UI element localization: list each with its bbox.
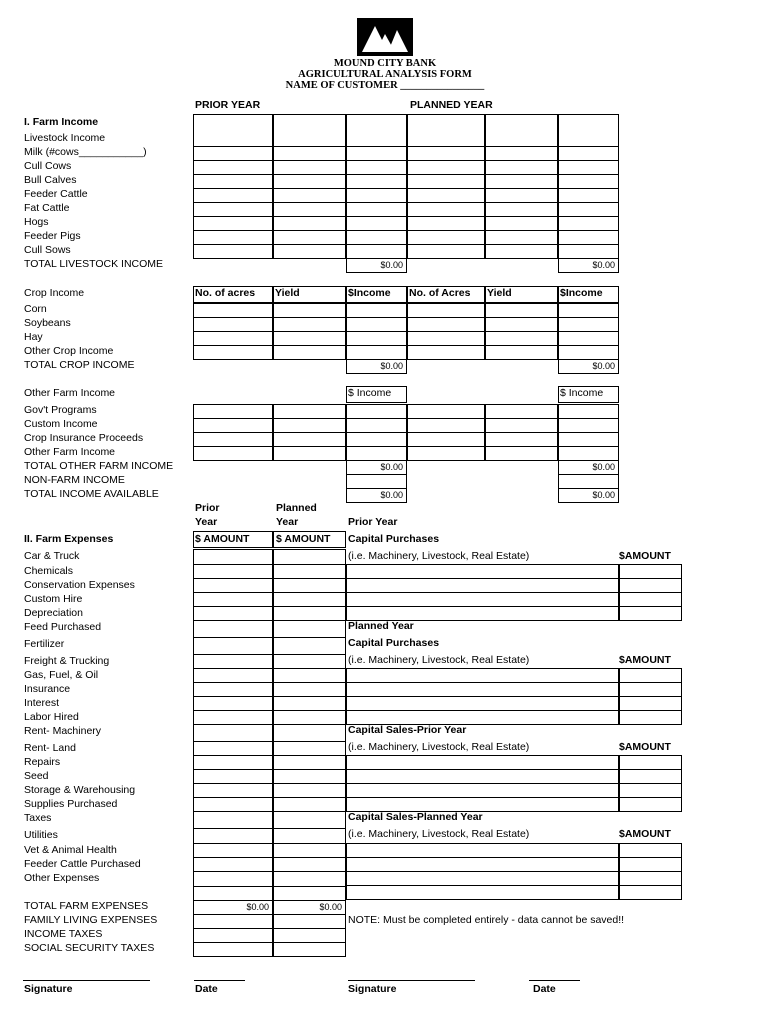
livestock-input-cell[interactable] <box>273 160 346 175</box>
livestock-header-cell[interactable] <box>346 114 407 147</box>
expense-prior-cell[interactable] <box>193 828 273 844</box>
other-input-cell[interactable] <box>193 432 273 447</box>
expense-planned-cell[interactable] <box>273 843 346 858</box>
other-row-label: Crop Insurance Proceeds <box>24 432 144 444</box>
expense-planned-cell[interactable] <box>273 578 346 593</box>
expense-prior-cell[interactable] <box>193 549 273 565</box>
livestock-input-cell[interactable] <box>485 146 558 161</box>
expense-planned-cell[interactable] <box>273 682 346 697</box>
livestock-row-label: Feeder Cattle <box>24 188 88 200</box>
expense-row-label: Car & Truck <box>24 550 80 562</box>
capital-amount-cell[interactable] <box>619 857 682 872</box>
expense-planned-cell[interactable] <box>273 592 346 607</box>
avail-planned-value: $0.00 <box>592 490 615 500</box>
other-input-cell[interactable] <box>193 446 273 461</box>
expense-prior-cell[interactable] <box>193 886 273 901</box>
livestock-input-cell[interactable] <box>558 202 619 217</box>
extra-expense-planned[interactable] <box>273 914 346 929</box>
other-col-planned: $ Income <box>560 387 604 399</box>
other-row-label: Other Farm Income <box>24 446 116 458</box>
expense-planned-head: Year <box>276 516 299 528</box>
other-input-cell[interactable] <box>193 404 273 419</box>
crop-input-cell[interactable] <box>558 317 619 332</box>
other-input-cell[interactable] <box>485 418 558 433</box>
expense-prior-cell[interactable] <box>193 857 273 872</box>
capital-description-cell[interactable] <box>346 592 619 607</box>
bank-name: MOUND CITY BANK <box>333 58 437 69</box>
livestock-input-cell[interactable] <box>558 230 619 245</box>
other-row-label: Gov't Programs <box>24 404 97 416</box>
other-input-cell[interactable] <box>485 404 558 419</box>
expense-planned-cell[interactable] <box>273 606 346 621</box>
expense-planned-cell[interactable] <box>273 797 346 812</box>
other-input-cell[interactable] <box>485 432 558 447</box>
capital-description-cell[interactable] <box>346 885 619 900</box>
other-col-prior: $ Income <box>348 387 392 399</box>
other-input-cell[interactable] <box>273 446 346 461</box>
expense-planned-cell[interactable] <box>273 783 346 798</box>
capital-description-cell[interactable] <box>346 710 619 725</box>
livestock-total-prior-value: $0.00 <box>380 260 403 270</box>
other-row-label: Custom Income <box>24 418 98 430</box>
livestock-input-cell[interactable] <box>485 188 558 203</box>
expense-prior-cell[interactable] <box>193 620 273 638</box>
expense-row-label: Vet & Animal Health <box>24 844 117 856</box>
capital-amount-cell[interactable] <box>619 668 682 683</box>
nonfarm-income-label: NON-FARM INCOME <box>24 474 125 486</box>
expense-row-label: Supplies Purchased <box>24 798 118 810</box>
expense-row-label: Seed <box>24 770 49 782</box>
livestock-input-cell[interactable] <box>193 174 273 189</box>
date-line-2[interactable] <box>529 980 580 981</box>
livestock-input-cell[interactable] <box>407 188 485 203</box>
crop-row-label: Other Crop Income <box>24 345 114 357</box>
livestock-income-label: Livestock Income <box>24 132 106 144</box>
signature-label-1: Signature <box>24 983 73 995</box>
livestock-input-cell[interactable] <box>193 244 273 259</box>
date-line-1[interactable] <box>194 980 245 981</box>
expense-prior-cell[interactable] <box>193 606 273 621</box>
capital-description-cell[interactable] <box>346 668 619 683</box>
livestock-input-cell[interactable] <box>485 174 558 189</box>
other-total-prior-value: $0.00 <box>380 462 403 472</box>
expense-row-label: Freight & Trucking <box>24 655 110 667</box>
livestock-input-cell[interactable] <box>346 146 407 161</box>
livestock-input-cell[interactable] <box>193 216 273 231</box>
capital-amount-cell[interactable] <box>619 769 682 784</box>
capital-block-title: Capital Sales-Prior Year <box>348 724 467 736</box>
livestock-input-cell[interactable] <box>273 216 346 231</box>
capital-block-amount-head: $AMOUNT <box>619 654 671 666</box>
other-input-cell[interactable] <box>193 418 273 433</box>
crop-col-head: $Income <box>560 287 603 299</box>
capital-block-title: Capital Purchases <box>348 533 440 545</box>
signature-line-2[interactable] <box>348 980 475 981</box>
signature-line-1[interactable] <box>23 980 150 981</box>
expense-planned-cell[interactable] <box>273 549 346 565</box>
capital-description-cell[interactable] <box>346 769 619 784</box>
other-total-planned-value: $0.00 <box>592 462 615 472</box>
capital-prior-year-label: Prior Year <box>348 516 398 528</box>
total-income-available-label: TOTAL INCOME AVAILABLE <box>24 488 159 500</box>
form-title: AGRICULTURAL ANALYSIS FORM <box>298 69 472 80</box>
livestock-input-cell[interactable] <box>193 146 273 161</box>
prior-year-heading: PRIOR YEAR <box>195 99 261 111</box>
total-farm-expenses-label: TOTAL FARM EXPENSES <box>24 900 149 912</box>
livestock-input-cell[interactable] <box>193 202 273 217</box>
crop-input-cell[interactable] <box>558 331 619 346</box>
section-farm-expenses: II. Farm Expenses <box>24 533 114 545</box>
planned-year-heading: PLANNED YEAR <box>410 99 493 111</box>
livestock-input-cell[interactable] <box>273 146 346 161</box>
expense-row-label: Conservation Expenses <box>24 579 135 591</box>
crop-col-head: $Income <box>348 287 391 299</box>
crop-input-cell[interactable] <box>558 345 619 360</box>
livestock-input-cell[interactable] <box>485 160 558 175</box>
extra-expense-prior[interactable] <box>193 928 273 943</box>
expense-prior-cell[interactable] <box>193 811 273 829</box>
expense-row-label: Storage & Warehousing <box>24 784 136 796</box>
signature-label-2: Signature <box>348 983 397 995</box>
crop-input-cell[interactable] <box>346 317 407 332</box>
expense-planned-cell[interactable] <box>273 710 346 725</box>
expense-prior-cell[interactable] <box>193 682 273 697</box>
expense-planned-cell[interactable] <box>273 637 346 655</box>
capital-block-amount-head: $AMOUNT <box>619 828 671 840</box>
other-input-cell[interactable] <box>558 446 619 461</box>
crop-input-cell[interactable] <box>485 331 558 346</box>
livestock-input-cell[interactable] <box>273 230 346 245</box>
expense-prior-cell[interactable] <box>193 843 273 858</box>
other-input-cell[interactable] <box>558 418 619 433</box>
capital-amount-cell[interactable] <box>619 871 682 886</box>
expense-row-label: Feeder Cattle Purchased <box>24 858 141 870</box>
other-input-cell[interactable] <box>558 404 619 419</box>
livestock-row-label: Hogs <box>24 216 49 228</box>
other-farm-income-label: Other Farm Income <box>24 387 116 399</box>
livestock-header-cell[interactable] <box>407 114 485 147</box>
livestock-input-cell[interactable] <box>193 188 273 203</box>
livestock-input-cell[interactable] <box>485 216 558 231</box>
expense-row-label: Gas, Fuel, & Oil <box>24 669 99 681</box>
crop-input-cell[interactable] <box>485 345 558 360</box>
expense-planned-cell[interactable] <box>273 741 346 756</box>
crop-input-cell[interactable] <box>273 303 346 318</box>
crop-input-cell[interactable] <box>407 331 485 346</box>
expense-row-label: Insurance <box>24 683 71 695</box>
livestock-row-label: Cull Sows <box>24 244 71 256</box>
extra-expense-label: SOCIAL SECURITY TAXES <box>24 942 155 954</box>
livestock-input-cell[interactable] <box>346 230 407 245</box>
extra-expense-planned[interactable] <box>273 928 346 943</box>
expense-prior-cell[interactable] <box>193 710 273 725</box>
expense-planned-cell[interactable] <box>273 857 346 872</box>
other-input-cell[interactable] <box>407 432 485 447</box>
extra-expense-label: INCOME TAXES <box>24 928 103 940</box>
expense-prior-cell[interactable] <box>193 797 273 812</box>
capital-amount-cell[interactable] <box>619 696 682 711</box>
crop-input-cell[interactable] <box>193 317 273 332</box>
extra-expense-label: FAMILY LIVING EXPENSES <box>24 914 158 926</box>
logo-mountains-icon <box>357 18 413 56</box>
other-input-cell[interactable] <box>407 418 485 433</box>
livestock-input-cell[interactable] <box>407 160 485 175</box>
livestock-input-cell[interactable] <box>558 160 619 175</box>
livestock-input-cell[interactable] <box>558 216 619 231</box>
crop-input-cell[interactable] <box>558 303 619 318</box>
crop-input-cell[interactable] <box>193 331 273 346</box>
crop-input-cell[interactable] <box>407 345 485 360</box>
expense-planned-cell[interactable] <box>273 668 346 683</box>
capital-description-cell[interactable] <box>346 606 619 621</box>
expense-planned-cell[interactable] <box>273 620 346 638</box>
other-input-cell[interactable] <box>273 418 346 433</box>
other-input-cell[interactable] <box>485 446 558 461</box>
livestock-input-cell[interactable] <box>273 188 346 203</box>
capital-block-subtitle: (i.e. Machinery, Livestock, Real Estate) <box>348 550 530 562</box>
other-input-cell[interactable] <box>346 446 407 461</box>
expense-planned-cell[interactable] <box>273 696 346 711</box>
capital-block-title: Capital Sales-Planned Year <box>348 811 483 823</box>
other-input-cell[interactable] <box>273 404 346 419</box>
livestock-total-label: TOTAL LIVESTOCK INCOME <box>24 258 164 270</box>
livestock-input-cell[interactable] <box>407 230 485 245</box>
crop-col-head: Yield <box>487 287 512 299</box>
expense-planned-cell[interactable] <box>273 769 346 784</box>
livestock-row-label: Milk (#cows___________) <box>24 146 147 158</box>
crop-input-cell[interactable] <box>407 317 485 332</box>
livestock-input-cell[interactable] <box>346 216 407 231</box>
crop-input-cell[interactable] <box>485 303 558 318</box>
livestock-input-cell[interactable] <box>558 244 619 259</box>
expense-planned-cell[interactable] <box>273 886 346 901</box>
expense-prior-cell[interactable] <box>193 668 273 683</box>
expense-row-label: Taxes <box>24 812 52 824</box>
livestock-input-cell[interactable] <box>193 230 273 245</box>
crop-row-label: Hay <box>24 331 43 343</box>
capital-description-cell[interactable] <box>346 755 619 770</box>
capital-block-subtitle: (i.e. Machinery, Livestock, Real Estate) <box>348 654 530 666</box>
livestock-input-cell[interactable] <box>346 244 407 259</box>
crop-input-cell[interactable] <box>346 331 407 346</box>
total-expense-planned-value: $0.00 <box>319 902 342 912</box>
expense-row-label: Labor Hired <box>24 711 79 723</box>
expense-row-label: Other Expenses <box>24 872 100 884</box>
expense-prior-cell[interactable] <box>193 696 273 711</box>
capital-block-amount-head: $AMOUNT <box>619 550 671 562</box>
other-input-cell[interactable] <box>558 432 619 447</box>
livestock-input-cell[interactable] <box>558 174 619 189</box>
expense-prior-cell[interactable] <box>193 724 273 742</box>
crop-input-cell[interactable] <box>193 303 273 318</box>
crop-input-cell[interactable] <box>273 317 346 332</box>
crop-input-cell[interactable] <box>407 303 485 318</box>
crop-input-cell[interactable] <box>485 317 558 332</box>
expense-planned-head: Planned <box>276 502 317 514</box>
livestock-input-cell[interactable] <box>346 202 407 217</box>
capital-amount-cell[interactable] <box>619 682 682 697</box>
crop-col-head: No. of acres <box>195 287 256 299</box>
expense-prior-head: Prior <box>195 502 220 514</box>
expense-prior-head: Year <box>195 516 218 528</box>
nonfarm-planned-cell[interactable] <box>558 474 619 489</box>
expense-row-label: Interest <box>24 697 60 709</box>
livestock-header-cell[interactable] <box>485 114 558 147</box>
expense-prior-cell[interactable] <box>193 741 273 756</box>
capital-description-cell[interactable] <box>346 564 619 579</box>
customer-name-field[interactable]: NAME OF CUSTOMER ________________ <box>285 80 485 91</box>
expense-col-prior: $ AMOUNT <box>195 533 250 545</box>
capital-amount-cell[interactable] <box>619 564 682 579</box>
livestock-input-cell[interactable] <box>558 146 619 161</box>
expense-row-label: Rent- Land <box>24 742 76 754</box>
total-expense-prior-value: $0.00 <box>246 902 269 912</box>
avail-prior-value: $0.00 <box>380 490 403 500</box>
date-label-2: Date <box>533 983 556 995</box>
crop-input-cell[interactable] <box>273 331 346 346</box>
expense-planned-cell[interactable] <box>273 755 346 770</box>
expense-prior-cell[interactable] <box>193 654 273 669</box>
expense-prior-cell[interactable] <box>193 592 273 607</box>
crop-col-head: No. of Acres <box>409 287 471 299</box>
other-input-cell[interactable] <box>407 446 485 461</box>
crop-input-cell[interactable] <box>273 345 346 360</box>
livestock-row-label: Fat Cattle <box>24 202 70 214</box>
nonfarm-prior-cell[interactable] <box>346 474 407 489</box>
livestock-total-planned-value: $0.00 <box>592 260 615 270</box>
expense-prior-cell[interactable] <box>193 578 273 593</box>
capital-description-cell[interactable] <box>346 857 619 872</box>
other-input-cell[interactable] <box>346 432 407 447</box>
capital-description-cell[interactable] <box>346 578 619 593</box>
extra-expense-prior[interactable] <box>193 942 273 957</box>
livestock-input-cell[interactable] <box>407 202 485 217</box>
expense-planned-cell[interactable] <box>273 564 346 579</box>
extra-expense-planned[interactable] <box>273 942 346 957</box>
expense-prior-cell[interactable] <box>193 637 273 655</box>
livestock-input-cell[interactable] <box>407 146 485 161</box>
capital-description-cell[interactable] <box>346 843 619 858</box>
expense-prior-cell[interactable] <box>193 769 273 784</box>
expense-prior-cell[interactable] <box>193 871 273 887</box>
livestock-header-cell[interactable] <box>273 114 346 147</box>
crop-income-label: Crop Income <box>24 287 85 299</box>
capital-amount-cell[interactable] <box>619 885 682 900</box>
livestock-input-cell[interactable] <box>346 188 407 203</box>
capital-description-cell[interactable] <box>346 797 619 812</box>
livestock-row-label: Bull Calves <box>24 174 77 186</box>
capital-amount-cell[interactable] <box>619 578 682 593</box>
capital-block-pre: Planned Year <box>348 620 414 632</box>
expense-row-label: Chemicals <box>24 565 74 577</box>
expense-row-label: Rent- Machinery <box>24 725 102 737</box>
capital-amount-cell[interactable] <box>619 797 682 812</box>
expense-row-label: Fertilizer <box>24 638 65 650</box>
capital-amount-cell[interactable] <box>619 783 682 798</box>
crop-input-cell[interactable] <box>346 303 407 318</box>
bank-logo <box>357 18 413 56</box>
capital-description-cell[interactable] <box>346 871 619 886</box>
capital-block-subtitle: (i.e. Machinery, Livestock, Real Estate) <box>348 828 530 840</box>
livestock-input-cell[interactable] <box>407 216 485 231</box>
other-input-cell[interactable] <box>273 432 346 447</box>
expense-planned-cell[interactable] <box>273 654 346 669</box>
capital-block-title: Capital Purchases <box>348 637 440 649</box>
expense-col-planned: $ AMOUNT <box>276 533 331 545</box>
capital-amount-cell[interactable] <box>619 755 682 770</box>
other-input-cell[interactable] <box>346 418 407 433</box>
expense-prior-cell[interactable] <box>193 564 273 579</box>
capital-amount-cell[interactable] <box>619 606 682 621</box>
crop-input-cell[interactable] <box>346 345 407 360</box>
capital-description-cell[interactable] <box>346 682 619 697</box>
expense-row-label: Custom Hire <box>24 593 83 605</box>
livestock-header-cell[interactable] <box>193 114 273 147</box>
crop-input-cell[interactable] <box>193 345 273 360</box>
livestock-header-cell[interactable] <box>558 114 619 147</box>
crop-total-planned-value: $0.00 <box>592 361 615 371</box>
expense-prior-cell[interactable] <box>193 783 273 798</box>
expense-planned-cell[interactable] <box>273 871 346 887</box>
date-label-1: Date <box>195 983 218 995</box>
livestock-row-label: Cull Cows <box>24 160 72 172</box>
other-input-cell[interactable] <box>346 404 407 419</box>
livestock-input-cell[interactable] <box>193 160 273 175</box>
crop-col-head: Yield <box>275 287 300 299</box>
livestock-input-cell[interactable] <box>407 174 485 189</box>
livestock-input-cell[interactable] <box>346 160 407 175</box>
livestock-input-cell[interactable] <box>346 174 407 189</box>
livestock-input-cell[interactable] <box>485 244 558 259</box>
expense-row-label: Depreciation <box>24 607 83 619</box>
capital-amount-cell[interactable] <box>619 843 682 858</box>
crop-row-label: Corn <box>24 303 47 315</box>
expense-row-label: Utilities <box>24 829 58 841</box>
extra-expense-prior[interactable] <box>193 914 273 929</box>
other-total-label: TOTAL OTHER FARM INCOME <box>24 460 174 472</box>
crop-row-label: Soybeans <box>24 317 71 329</box>
livestock-input-cell[interactable] <box>407 244 485 259</box>
livestock-input-cell[interactable] <box>273 174 346 189</box>
capital-amount-cell[interactable] <box>619 710 682 725</box>
expense-planned-cell[interactable] <box>273 828 346 844</box>
livestock-input-cell[interactable] <box>273 244 346 259</box>
expense-planned-cell[interactable] <box>273 724 346 742</box>
livestock-input-cell[interactable] <box>485 230 558 245</box>
capital-description-cell[interactable] <box>346 783 619 798</box>
expense-prior-cell[interactable] <box>193 755 273 770</box>
capital-block-subtitle: (i.e. Machinery, Livestock, Real Estate) <box>348 741 530 753</box>
section-farm-income: I. Farm Income <box>24 116 99 128</box>
expense-planned-cell[interactable] <box>273 811 346 829</box>
crop-total-prior-value: $0.00 <box>380 361 403 371</box>
capital-amount-cell[interactable] <box>619 592 682 607</box>
expense-row-label: Repairs <box>24 756 61 768</box>
livestock-input-cell[interactable] <box>558 188 619 203</box>
crop-total-label: TOTAL CROP INCOME <box>24 359 135 371</box>
livestock-input-cell[interactable] <box>273 202 346 217</box>
capital-block-amount-head: $AMOUNT <box>619 741 671 753</box>
livestock-row-label: Feeder Pigs <box>24 230 81 242</box>
save-warning-note: NOTE: Must be completed entirely - data cannot be saved!! <box>348 914 625 926</box>
other-input-cell[interactable] <box>407 404 485 419</box>
capital-description-cell[interactable] <box>346 696 619 711</box>
expense-row-label: Feed Purchased <box>24 621 102 633</box>
livestock-input-cell[interactable] <box>485 202 558 217</box>
